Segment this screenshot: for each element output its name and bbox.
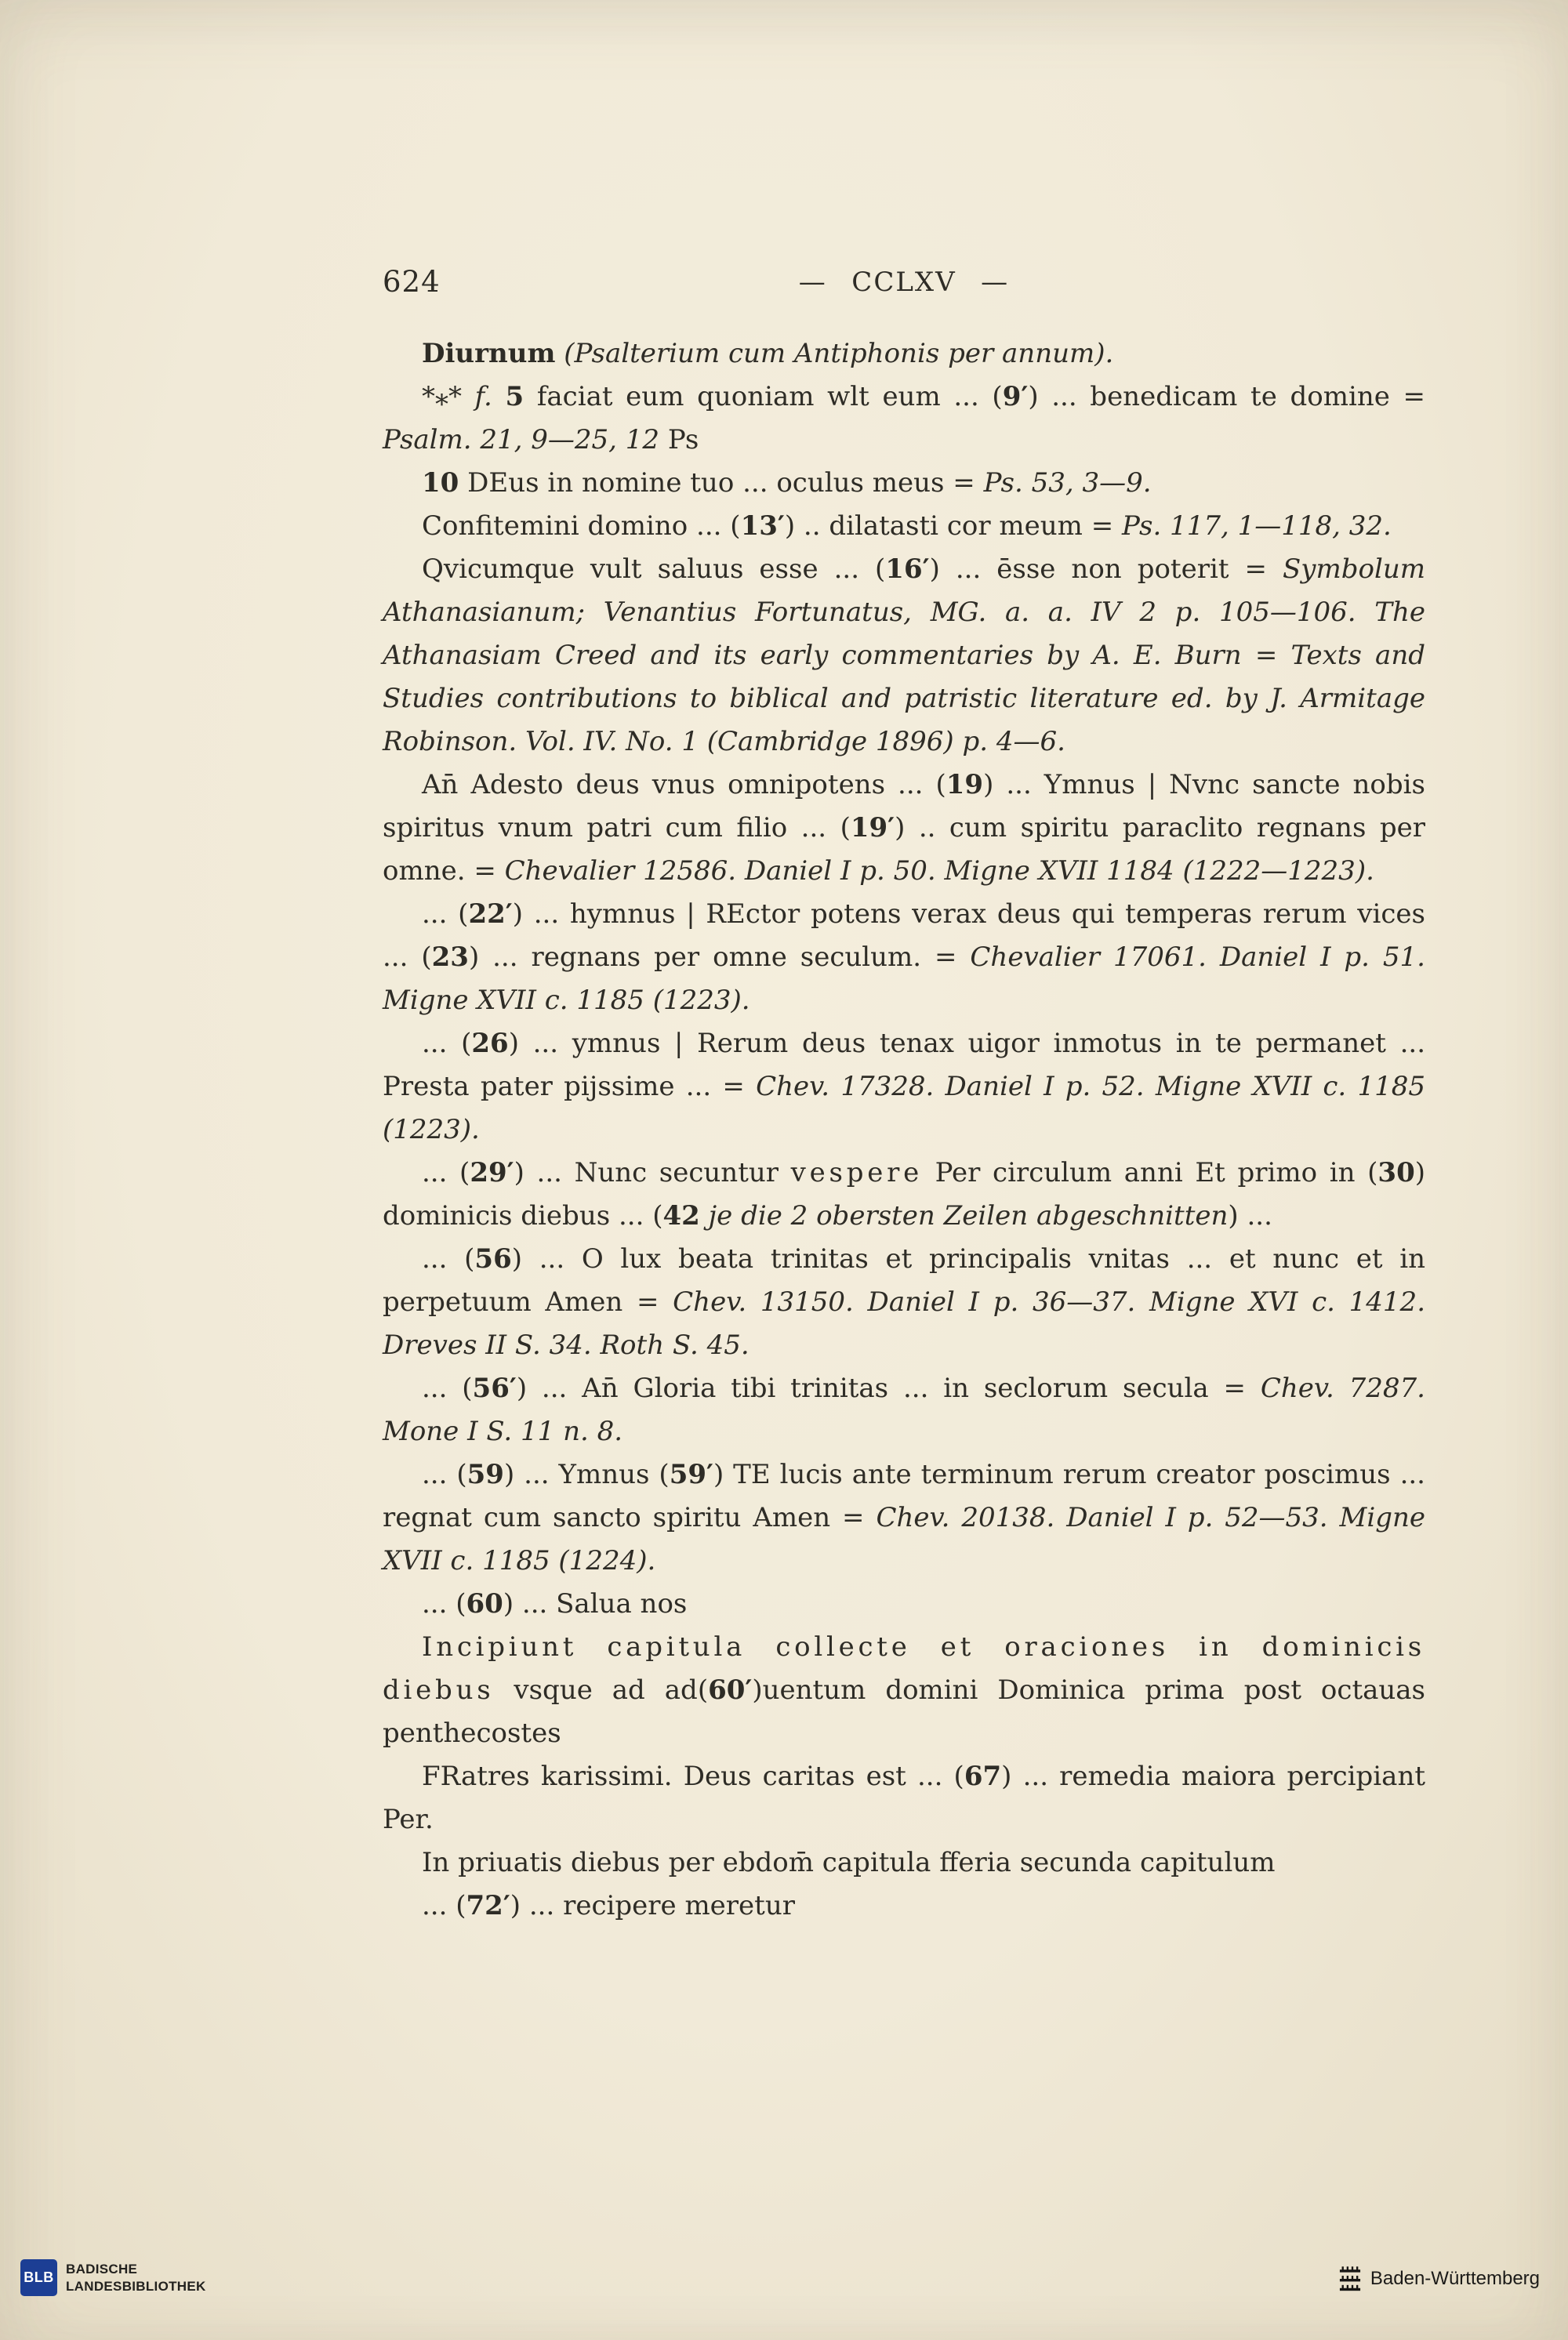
text-block — [383, 332, 1425, 1928]
text-run — [492, 381, 506, 412]
text-run: 56 — [474, 1243, 512, 1275]
text-run: Ps. 117, 1—118, 32. — [1122, 510, 1392, 542]
text-run: (Psalterium cum Antiphonis per annum). — [564, 338, 1114, 369]
text-run: DEus in nomine tuo ... oculus meus = — [459, 467, 984, 499]
text-run: * — [435, 389, 448, 421]
text-run: ) TE lucis ante terminum rerum creator poscimus ... regnat cum sancto spiritu Amen = — [383, 1459, 1425, 1533]
text-run: * — [448, 381, 475, 412]
text-run: ) ... Salua nos — [503, 1588, 688, 1620]
text-run: Chev. 7287. Mone I S. 11 n. 8. — [383, 1373, 1425, 1447]
paragraph — [383, 1367, 1425, 1453]
text-run: je die 2 obersten Zeilen abgeschnitten — [699, 1200, 1229, 1232]
text-run: ) ... Nunc secuntur — [514, 1157, 791, 1188]
paragraph — [383, 548, 1425, 764]
text-run: * — [422, 381, 435, 412]
text-run: 59 — [466, 1459, 504, 1490]
text-run: 60′ — [708, 1674, 753, 1706]
paragraph — [383, 1022, 1425, 1152]
text-run: ) ... Ymnus | Nvnc sancte nobis spiritus vnum patri cum filio ... ( — [383, 769, 1425, 843]
page-number: 624 — [383, 265, 441, 299]
text-run: ... ( — [422, 1890, 466, 1921]
text-run: Confitemini domino ... ( — [422, 510, 741, 542]
text-run: ) ... — [1228, 1200, 1272, 1232]
text-run: An̄ Adesto deus vnus omnipotens ... ( — [422, 769, 946, 800]
paragraph — [383, 1755, 1425, 1841]
text-run: 26 — [471, 1028, 509, 1059]
text-run: Per circulum anni Et primo in ( — [923, 1157, 1378, 1188]
text-run: 29′ — [470, 1157, 514, 1188]
text-run: 10 — [422, 467, 459, 499]
text-run: 19′ — [850, 812, 895, 843]
blb-logo — [20, 2259, 57, 2296]
text-run: 5 — [505, 381, 524, 412]
text-run: Psalm. 21, 9—25, 12 — [383, 424, 660, 455]
text-run: Ps — [659, 424, 699, 455]
text-run: vespere — [790, 1157, 924, 1188]
text-run: ) ... O lux beata trinitas et principalis vnitas ... et nunc et in perpetuum Amen = — [383, 1243, 1426, 1318]
library-name-line1: BADISCHE — [66, 2261, 138, 2277]
text-run: 23 — [431, 941, 469, 973]
bw-antlers-icon — [1338, 2266, 1363, 2292]
text-run: 60 — [466, 1588, 503, 1620]
paragraph — [383, 1583, 1425, 1626]
text-run: ) ... hymnus | REctor potens verax deus qui temperas rerum vices ... ( — [383, 898, 1425, 973]
text-run: 72′ — [466, 1890, 510, 1921]
text-run: faciat eum quoniam wlt eum ... ( — [524, 381, 1003, 412]
text-run: vsque ad ad( — [494, 1674, 709, 1706]
paragraph — [383, 1626, 1425, 1755]
state-label: Baden-Württemberg — [1370, 2268, 1540, 2289]
text-run: 59′ — [669, 1459, 713, 1490]
text-run: Chev. 17328. Daniel I p. 52. Migne XVII c. 1185 (1223). — [383, 1071, 1425, 1145]
text-run — [555, 338, 564, 369]
text-run: Symbolum Athanasianum; Venantius Fortunatus, MG. a. a. IV 2 p. 105—106. The Athanasiam Creed and its early commentaries by A. E. Burn = Texts and Studies contributions to biblical and patristic literature ed. by J. Armitage Robinson. Vol. IV. No. 1 (Cambridge 1896) p. 4—6. — [383, 553, 1426, 757]
paragraph — [383, 1152, 1425, 1238]
text-run: Chevalier 17061. Daniel I p. 51. Migne XVII c. 1185 (1223). — [383, 941, 1425, 1016]
text-run: Incipiunt capitula collecte et oraciones in dominicis diebus — [383, 1631, 1425, 1706]
paragraph — [383, 375, 1425, 462]
text-run: 19 — [946, 769, 984, 800]
text-run: ) ... recipere meretur — [510, 1890, 795, 1921]
text-run: 42 — [662, 1200, 700, 1232]
text-run: ... ( — [422, 1028, 472, 1059]
paragraph — [383, 1453, 1425, 1583]
text-run: Chev. 20138. Daniel I p. 52—53. Migne XVII c. 1185 (1224). — [383, 1502, 1425, 1576]
text-run: Qvicumque vult saluus esse ... ( — [422, 553, 886, 585]
text-run: 9′ — [1002, 381, 1029, 412]
text-run: ) .. dilatasti cor meum = — [784, 510, 1123, 542]
paragraph — [383, 1238, 1425, 1367]
text-run: f. — [474, 381, 492, 412]
library-name — [66, 2261, 206, 2295]
blb-logo-text: BLB — [24, 2269, 54, 2285]
text-run: Diurnum — [422, 338, 556, 369]
text-run: FRatres karissimi. Deus caritas est ... ( — [422, 1761, 964, 1792]
library-name-line2: LANDESBIBLIOTHEK — [66, 2278, 206, 2294]
text-run: ... ( — [422, 1157, 470, 1188]
text-run: ... ( — [422, 1459, 467, 1490]
text-run: ... ( — [422, 1373, 473, 1404]
paragraph — [383, 332, 1425, 375]
text-run: ) ... regnans per omne seculum. = — [468, 941, 971, 973]
paragraph — [383, 893, 1425, 1022]
text-run: 56′ — [472, 1373, 517, 1404]
text-run: ... ( — [422, 1588, 466, 1620]
text-run: Chev. 13150. Daniel I p. 36—37. Migne XVI c. 1412. Dreves II S. 34. Roth S. 45. — [383, 1286, 1425, 1361]
text-run: ) ... ēsse non poterit = — [929, 553, 1283, 585]
text-run: ) .. cum spiritu paraclito regnans per omne. = — [383, 812, 1426, 887]
text-run: ) ... An̄ Gloria tibi trinitas ... in seclorum secula = — [516, 1373, 1261, 1404]
text-run: In priuatis diebus per ebdom̄ capitula fferia secunda capitulum — [422, 1847, 1276, 1878]
text-run: ) dominicis diebus ... ( — [383, 1157, 1425, 1232]
text-run: ) ... benedicam te domine = — [1028, 381, 1425, 412]
text-run: Ps. 53, 3—9. — [983, 467, 1152, 499]
page-header — [383, 265, 1425, 303]
library-brand — [20, 2259, 206, 2296]
text-run: 30 — [1377, 1157, 1415, 1188]
text-run: 67 — [964, 1761, 1002, 1792]
text-run: ) ... ymnus | Rerum deus tenax uigor inmotus in te permanet ... Presta pater pijssime ... = — [383, 1028, 1425, 1102]
paragraph — [383, 1841, 1425, 1885]
running-head: — CCLXV — — [798, 267, 1010, 298]
text-run: 16′ — [885, 553, 930, 585]
text-run: ... ( — [422, 1243, 475, 1275]
paragraph — [383, 1885, 1425, 1928]
text-run: 13′ — [740, 510, 785, 542]
paragraph — [383, 505, 1425, 548]
text-run: ) ... Ymnus ( — [503, 1459, 670, 1490]
state-brand — [1338, 2266, 1540, 2292]
paragraph — [383, 462, 1425, 505]
text-run: ) ... remedia maiora percipiant Per. — [383, 1761, 1426, 1835]
text-run: )uentum domini Dominica prima post octauas penthecostes — [383, 1674, 1425, 1749]
text-run: 22′ — [468, 898, 513, 930]
paragraph — [383, 764, 1425, 893]
text-run: Chevalier 12586. Daniel I p. 50. Migne XVII 1184 (1222—1223). — [504, 855, 1374, 887]
text-run: ... ( — [422, 898, 469, 930]
